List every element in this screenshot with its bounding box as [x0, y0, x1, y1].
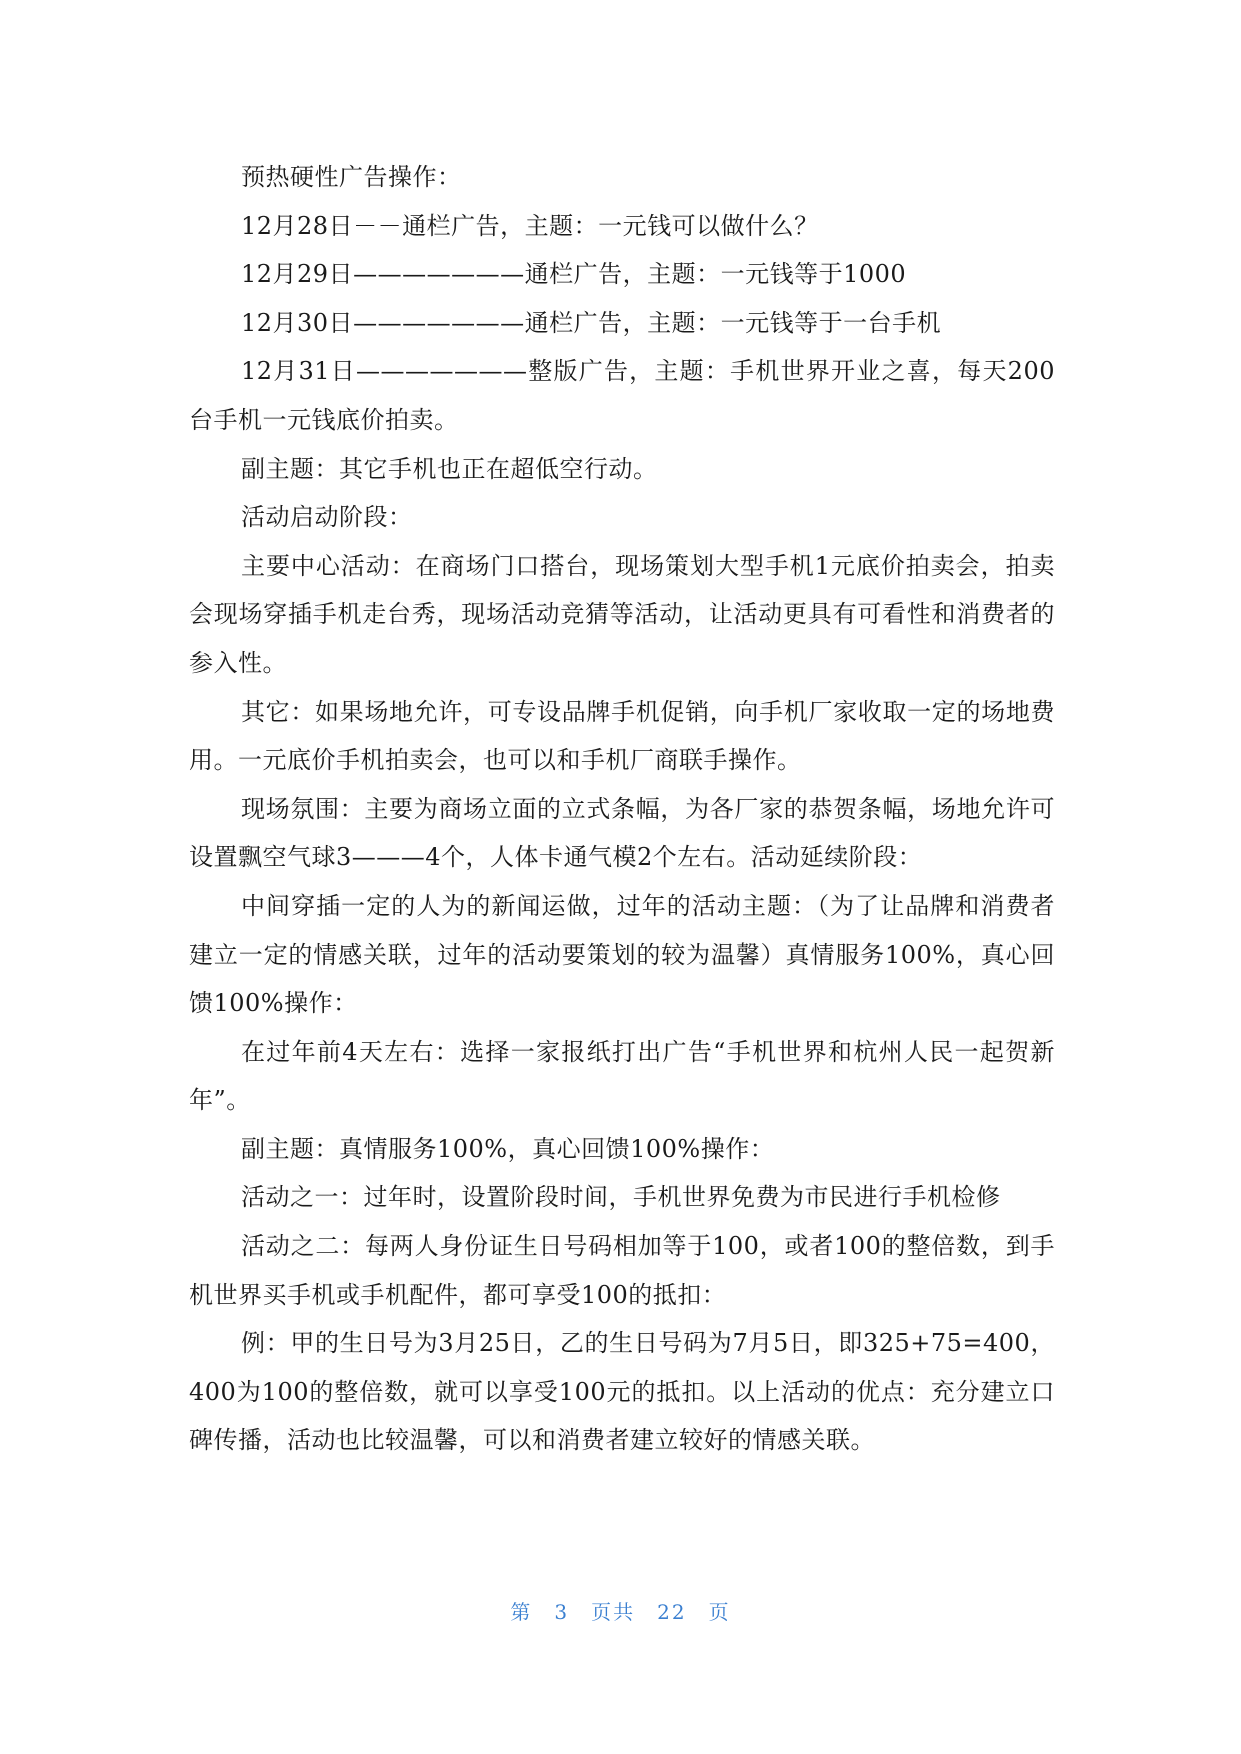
footer-middle: 页共 — [591, 1600, 636, 1624]
footer-current-page: 3 — [554, 1600, 570, 1624]
paragraph: 副主题：其它手机也正在超低空行动。 — [241, 454, 658, 483]
paragraph: 12月30日———————通栏广告，主题：一元钱等于一台手机 — [241, 308, 942, 337]
paragraph: 现场氛围：主要为商场立面的立式条幅，为各厂家的恭贺条幅，场地允许可设置飘空气球3———4个，人体卡通气模2个左右。活动延续阶段： — [189, 794, 1055, 872]
footer-suffix: 页 — [708, 1600, 731, 1624]
paragraph: 预热硬性广告操作： — [241, 163, 462, 191]
document-body — [189, 153, 1055, 1465]
paragraph: 其它：如果场地允许，可专设品牌手机促销，向手机厂家收取一定的场地费用。一元底价手机拍卖会，也可以和手机厂商联手操作。 — [189, 697, 1055, 775]
paragraph: 活动之二：每两人身份证生日号码相加等于100，或者100的整倍数，到手机世界买手机或手机配件，都可享受100的抵扣： — [189, 1232, 1055, 1309]
paragraph: 12月31日———————整版广告，主题：手机世界开业之喜，每天200台手机一元钱底价拍卖。 — [189, 357, 1055, 434]
paragraph: 例：甲的生日号为3月25日，乙的生日号码为7月5日，即325+75=400，400为100的整倍数，就可以享受100元的抵扣。以上活动的优点：充分建立口碑传播，活动也比较温馨，可以和消费者建立较好的情感关联。 — [189, 1329, 1055, 1455]
footer-total-pages: 22 — [657, 1600, 687, 1624]
paragraph: 活动启动阶段： — [241, 503, 413, 532]
paragraph: 12月28日－－通栏广告，主题：一元钱可以做什么？ — [241, 211, 819, 240]
paragraph: 副主题：真情服务100%，真心回馈100%操作： — [241, 1134, 775, 1163]
paragraph: 主要中心活动：在商场门口搭台，现场策划大型手机1元底价拍卖会，拍卖会现场穿插手机走台秀，现场活动竞猜等活动，让活动更具有可看性和消费者的参入性。 — [189, 551, 1055, 677]
page-footer — [0, 1596, 1241, 1625]
paragraph: 活动之一：过年时，设置阶段时间，手机世界免费为市民进行手机检修 — [241, 1183, 1001, 1212]
paragraph: 12月29日———————通栏广告，主题：一元钱等于1000 — [241, 260, 907, 289]
paragraph: 中间穿插一定的人为的新闻运做，过年的活动主题：（为了让品牌和消费者建立一定的情感关联，过年的活动要策划的较为温馨）真情服务100%，真心回馈100%操作： — [189, 891, 1055, 1018]
footer-prefix: 第 — [510, 1600, 533, 1624]
paragraph: 在过年前4天左右：选择一家报纸打出广告“手机世界和杭州人民一起贺新年”。 — [189, 1037, 1055, 1115]
